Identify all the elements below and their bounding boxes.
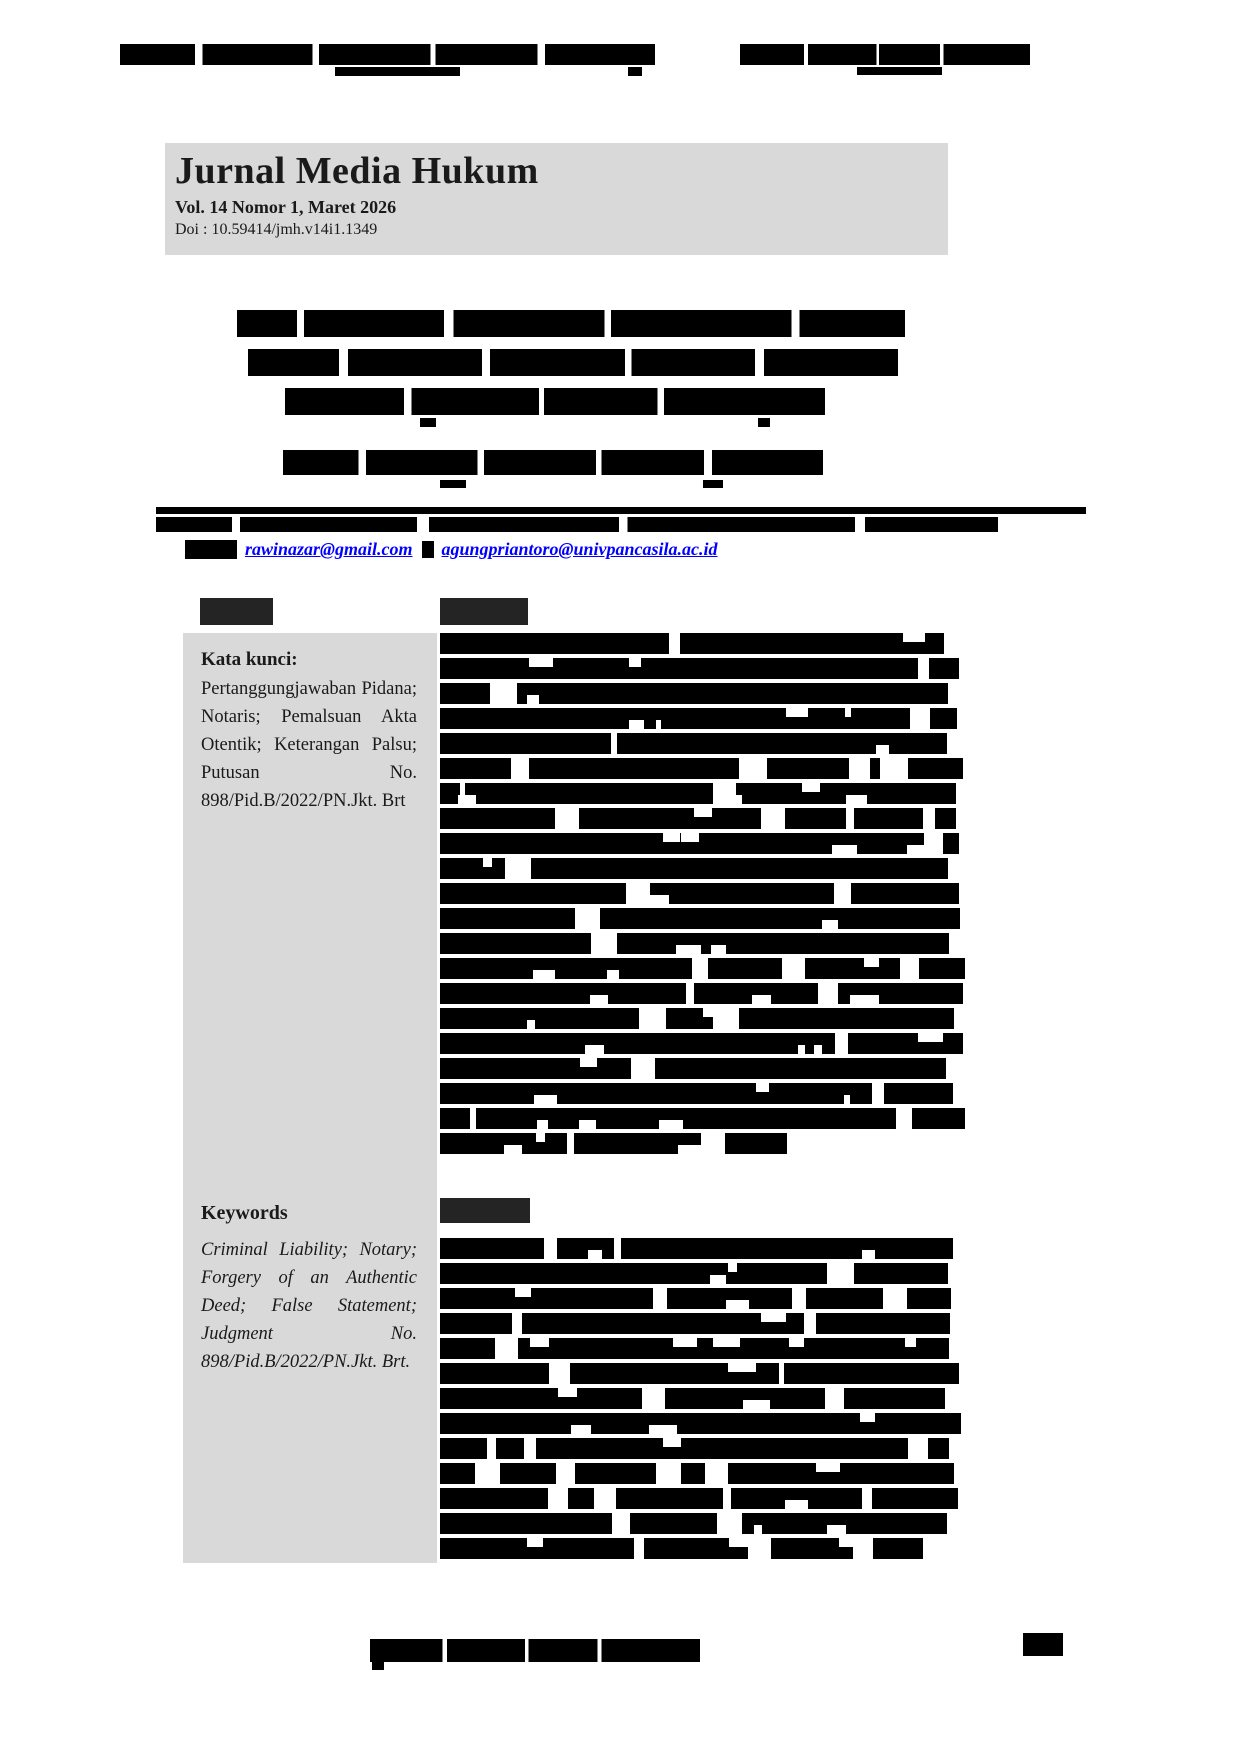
redaction-gap xyxy=(673,1338,697,1347)
journal-header-box xyxy=(165,143,948,255)
redacted-line xyxy=(440,883,959,904)
redaction-gap xyxy=(678,1145,703,1154)
redaction-gap xyxy=(832,845,857,854)
redaction-gap xyxy=(515,1288,531,1297)
redaction-gap xyxy=(900,958,918,979)
redaction-gap xyxy=(530,1338,548,1347)
redaction-gap xyxy=(752,995,771,1004)
redacted-affiliation-line-1 xyxy=(156,507,1086,514)
redacted-line xyxy=(440,983,963,1004)
redaction-gap xyxy=(580,1058,597,1067)
redaction-gap xyxy=(504,1145,521,1154)
redaction-gap xyxy=(804,1313,816,1334)
redaction-gap xyxy=(534,1095,558,1104)
redaction-gap xyxy=(692,958,707,979)
redaction-gap xyxy=(786,708,808,717)
redaction-gap xyxy=(656,720,661,729)
redaction-gap xyxy=(575,908,600,929)
redacted-line xyxy=(440,808,956,829)
redaction-gap xyxy=(558,1388,577,1397)
redaction-gap xyxy=(588,1250,602,1259)
redacted-author-superscript xyxy=(703,480,723,488)
redacted-line xyxy=(440,1463,954,1484)
redacted-footer-citation xyxy=(370,1639,700,1662)
redacted-title-fragment xyxy=(420,418,436,427)
redaction-gap xyxy=(862,1488,871,1509)
redaction-gap xyxy=(703,1008,730,1017)
email-link-secondary[interactable]: agungpriantoro@univpancasila.ac.id xyxy=(441,539,718,559)
kata-kunci-heading: Kata kunci: xyxy=(201,649,298,670)
redaction-gap xyxy=(591,933,617,954)
redacted-line xyxy=(440,1238,953,1259)
keywords-text: Criminal Liability; Notary; Forgery of an Authentic Deed; False Statement; Judgment No. 898/Pid.B/2022/PN.Jkt. Brt. xyxy=(201,1240,417,1372)
redaction-gap xyxy=(524,1438,536,1459)
redacted-line xyxy=(440,908,960,929)
redacted-line xyxy=(440,1538,923,1559)
redaction-gap xyxy=(694,808,713,817)
redaction-gap xyxy=(844,1095,850,1104)
redaction-gap xyxy=(798,1045,804,1054)
redaction-gap xyxy=(594,1488,616,1509)
redaction-gap xyxy=(663,833,679,842)
redaction-gap xyxy=(585,1045,604,1054)
redacted-footer-fragment xyxy=(372,1662,384,1670)
redacted-line xyxy=(440,1083,953,1104)
redaction-gap xyxy=(475,1463,500,1484)
redaction-gap xyxy=(642,1388,665,1409)
redaction-gap xyxy=(860,1413,875,1422)
redaction-gap xyxy=(739,758,767,779)
redaction-gap xyxy=(511,758,529,779)
redaction-gap xyxy=(835,1033,848,1054)
redaction-gap xyxy=(846,795,866,804)
redaction-gap xyxy=(827,1525,846,1534)
redaction-gap xyxy=(723,1488,731,1509)
redaction-gap xyxy=(470,1108,476,1129)
redaction-gap xyxy=(910,708,930,729)
redacted-line xyxy=(440,1033,963,1054)
redaction-gap xyxy=(705,1463,729,1484)
abstract-id-redacted xyxy=(440,633,965,1158)
redacted-line xyxy=(440,1008,954,1029)
redacted-line xyxy=(440,733,947,754)
email-link-primary[interactable]: rawinazar@gmail.com xyxy=(245,539,413,559)
redacted-line xyxy=(440,758,963,779)
redaction-gap xyxy=(548,1488,568,1509)
redaction-gap xyxy=(556,1463,575,1484)
redaction-gap xyxy=(761,808,785,829)
redaction-gap xyxy=(555,808,580,829)
redacted-line xyxy=(440,1338,949,1359)
redaction-gap xyxy=(754,1525,762,1534)
redaction-gap xyxy=(529,658,552,667)
redaction-gap xyxy=(571,1425,592,1434)
redaction-gap xyxy=(537,1120,548,1129)
redacted-article-title-line-2 xyxy=(248,349,898,376)
redacted-line xyxy=(440,958,965,979)
redaction-gap xyxy=(756,1083,769,1092)
redaction-gap xyxy=(853,1538,873,1559)
redaction-gap xyxy=(544,1238,557,1259)
redaction-gap xyxy=(876,745,889,754)
redaction-gap xyxy=(527,695,539,704)
redacted-line xyxy=(440,1413,961,1434)
redaction-gap xyxy=(483,858,492,867)
redacted-page-number xyxy=(1023,1633,1063,1656)
redacted-email-separator xyxy=(422,541,434,558)
redacted-line xyxy=(440,1513,947,1534)
redaction-gap xyxy=(779,1363,784,1384)
keywords-sidebar xyxy=(183,633,437,1563)
redaction-gap xyxy=(460,783,466,804)
redacted-line xyxy=(440,658,959,679)
redaction-gap xyxy=(802,783,820,792)
redacted-line xyxy=(440,1313,950,1334)
redaction-gap xyxy=(729,1538,748,1547)
redaction-gap xyxy=(872,1083,884,1104)
redacted-author-names xyxy=(283,450,823,475)
redacted-line xyxy=(440,1108,965,1129)
redaction-gap xyxy=(822,920,837,929)
redacted-running-head-fragment xyxy=(628,67,642,76)
redaction-gap xyxy=(924,833,944,854)
redacted-line xyxy=(440,1133,787,1154)
redaction-gap xyxy=(701,1133,726,1154)
redaction-gap xyxy=(862,1250,875,1259)
redaction-gap xyxy=(864,958,878,967)
redaction-gap xyxy=(676,945,701,954)
redaction-gap xyxy=(896,1108,913,1129)
redaction-gap xyxy=(883,1288,907,1309)
redaction-gap xyxy=(650,895,669,904)
redaction-gap xyxy=(825,1388,844,1409)
redaction-gap xyxy=(782,958,805,979)
redaction-gap xyxy=(789,1338,804,1347)
redaction-gap xyxy=(903,633,925,642)
redaction-gap xyxy=(880,758,908,779)
redacted-abstrak-heading xyxy=(440,598,528,625)
redacted-author-superscript xyxy=(440,480,466,488)
kata-kunci-text: Pertanggungjawaban Pidana; Notaris; Pemalsuan Akta Otentik; Keterangan Palsu; Putusan No. 898/Pid.B/2022/PN.Jkt. Brt xyxy=(201,679,417,811)
redaction-gap xyxy=(717,795,742,804)
redacted-line xyxy=(440,1058,946,1079)
redaction-gap xyxy=(839,1538,855,1547)
redaction-gap xyxy=(659,1120,683,1129)
redacted-running-head-fragment xyxy=(335,67,460,76)
redacted-title-fragment xyxy=(758,418,770,427)
redaction-gap xyxy=(761,1313,786,1322)
redaction-gap xyxy=(818,983,838,1004)
redaction-gap xyxy=(850,995,878,1004)
redaction-gap xyxy=(743,1400,770,1409)
redaction-gap xyxy=(721,1513,729,1534)
redaction-gap xyxy=(814,1045,822,1054)
redacted-line xyxy=(440,1263,948,1284)
redaction-gap xyxy=(549,1363,571,1384)
redaction-gap xyxy=(629,720,644,729)
redacted-abstract-heading xyxy=(440,1198,530,1223)
redaction-gap xyxy=(908,1438,928,1459)
redacted-line xyxy=(440,1363,959,1384)
redaction-gap xyxy=(653,1288,667,1309)
redacted-line xyxy=(440,633,944,654)
redaction-gap xyxy=(748,1538,772,1559)
redaction-gap xyxy=(626,883,650,904)
redacted-line xyxy=(440,1288,951,1309)
redacted-article-title-line-3 xyxy=(285,388,825,415)
redaction-gap xyxy=(845,708,851,717)
redacted-line xyxy=(440,683,948,704)
redaction-gap xyxy=(614,1238,621,1259)
redacted-email-label xyxy=(185,540,237,559)
redaction-gap xyxy=(907,845,924,854)
redaction-gap xyxy=(669,633,680,654)
redaction-gap xyxy=(785,1500,808,1509)
redaction-gap xyxy=(827,1263,854,1284)
redaction-gap xyxy=(711,945,726,954)
redaction-gap xyxy=(527,1020,534,1029)
redacted-line xyxy=(440,858,948,879)
redaction-gap xyxy=(905,1338,916,1347)
redaction-gap xyxy=(629,658,641,667)
redaction-gap xyxy=(505,858,531,879)
redaction-gap xyxy=(590,995,608,1004)
redaction-gap xyxy=(487,1438,496,1459)
redacted-running-head-fragment xyxy=(857,67,942,75)
journal-title: Jurnal Media Hukum xyxy=(175,150,539,192)
redaction-gap xyxy=(918,658,929,679)
redaction-gap xyxy=(527,1538,543,1547)
redaction-gap xyxy=(495,1338,518,1359)
redaction-gap xyxy=(512,1313,522,1334)
redaction-gap xyxy=(656,1463,681,1484)
redaction-gap xyxy=(634,1538,644,1559)
redacted-article-info-heading xyxy=(200,598,273,625)
redacted-line xyxy=(440,833,959,854)
redaction-gap xyxy=(834,883,852,904)
redaction-gap xyxy=(792,1288,806,1309)
redaction-gap xyxy=(611,733,617,754)
redaction-gap xyxy=(533,970,555,979)
redaction-gap xyxy=(728,1363,755,1372)
redaction-gap xyxy=(923,808,935,829)
redaction-gap xyxy=(726,1300,749,1309)
redaction-gap xyxy=(663,1438,681,1447)
redacted-line xyxy=(440,708,957,729)
keywords-heading: Keywords xyxy=(201,1202,288,1224)
redacted-line xyxy=(440,1388,945,1409)
redaction-gap xyxy=(536,1133,545,1142)
journal-volume-line: Vol. 14 Nomor 1, Maret 2026 xyxy=(175,197,397,217)
redacted-line xyxy=(440,783,956,804)
redacted-affiliation-line-2 xyxy=(156,517,998,532)
redaction-gap xyxy=(728,1263,737,1272)
redaction-gap xyxy=(567,1133,573,1154)
redaction-gap xyxy=(607,970,618,979)
redaction-gap xyxy=(710,1275,726,1284)
redaction-gap xyxy=(612,1513,629,1534)
redaction-gap xyxy=(686,983,694,1004)
redaction-gap xyxy=(846,808,854,829)
redaction-gap xyxy=(681,833,699,842)
redacted-article-title-line-1 xyxy=(237,310,905,337)
redaction-gap xyxy=(658,1425,666,1434)
redacted-line xyxy=(440,933,949,954)
redaction-gap xyxy=(631,1058,655,1079)
redacted-running-head-right xyxy=(740,44,1030,65)
redaction-gap xyxy=(490,683,517,704)
journal-doi-line: Doi : 10.59414/jmh.v14i1.1349 xyxy=(175,221,378,238)
correspondence-row xyxy=(185,539,718,563)
redacted-line xyxy=(440,1488,958,1509)
redacted-line xyxy=(440,1438,949,1459)
redaction-gap xyxy=(849,758,870,779)
redaction-gap xyxy=(816,1463,840,1472)
redaction-gap xyxy=(713,1338,740,1347)
redaction-gap xyxy=(639,1008,666,1029)
redaction-gap xyxy=(579,1120,596,1129)
abstract-en-redacted xyxy=(440,1238,965,1563)
redaction-gap xyxy=(918,1033,943,1042)
redacted-running-head-left xyxy=(120,44,655,65)
